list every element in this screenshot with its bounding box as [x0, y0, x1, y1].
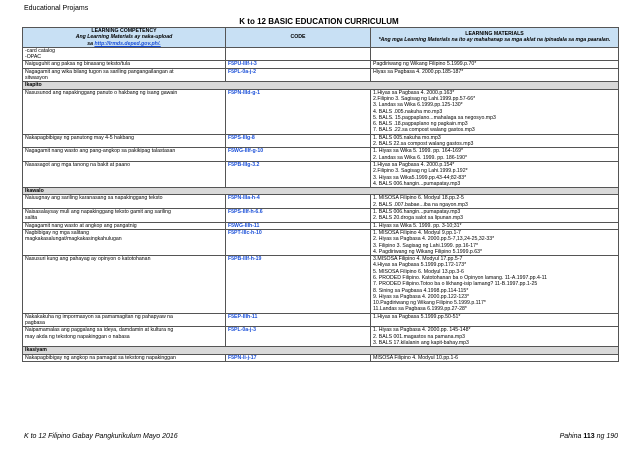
material-line: 1.Hiyas sa Pagbasa 4. 2000.p.163* — [373, 89, 455, 96]
code-cell: F5PT-IIIc-h-10 — [226, 229, 371, 255]
table-row — [23, 327, 619, 347]
material-line: 8. Sining sa Pagbasa 4.1998.pp.114-115* — [373, 287, 469, 294]
curriculum-table — [22, 27, 619, 362]
section-row — [23, 188, 619, 195]
code-cell: F5PU-IIIf-i-3 — [226, 61, 371, 68]
code-cell: F5PS-IIIf-h-6.6 — [226, 209, 371, 223]
materials-cell — [371, 161, 619, 187]
materials-header-note: *Ang mga Learning Materials na ito ay mahahanap sa mga aklat na ipinadala sa mga paaralan. — [378, 37, 611, 44]
competency-header-title: LEARNING COMPETENCY — [91, 28, 157, 34]
table-row — [23, 222, 619, 229]
competency-header-note: Ang Learning Materials ay naka-upload — [75, 34, 173, 41]
code-cell: F5PB-IIIf-h-19 — [226, 256, 371, 314]
competency-cell — [23, 313, 226, 327]
materials-cell — [371, 354, 619, 361]
table-row — [23, 161, 619, 187]
material-line — [373, 48, 616, 54]
competency-line: Naipamamalas ang paggalang sa ideya, damdamin at kultura ng — [25, 327, 174, 334]
material-line: 2. Hiyas sa Pagbasa 4. 2000.pp.5-7,13,24-25,32-33* — [373, 236, 495, 243]
competency-line: Nakapagbibigay ng angkop na pamagat sa tekstong napakinggan — [25, 354, 176, 361]
material-line: MISOSA Filipino 4. Modyul 10.pp.1-6 — [373, 354, 459, 361]
lrmds-link[interactable]: http://lrmds.deped.gov.ph/. — [94, 40, 161, 47]
code-cell — [226, 47, 371, 61]
materials-cell — [371, 148, 619, 162]
competency-cell — [23, 256, 226, 314]
material-line: 2.Filipino 3. Sagisag ng Lahi.1999.pp.57-66* — [373, 95, 476, 102]
code-cell: F5WG-IIIh-11 — [226, 222, 371, 229]
material-line: 4. BALS 006.hangin...pumapatay.mp3 — [373, 180, 461, 187]
materials-cell — [371, 256, 619, 314]
code-cell: F5PB-IIIg-3.2 — [226, 161, 371, 187]
materials-cell — [371, 327, 619, 347]
material-line: 2.Filipino 3. Sagisag ng Lahi.1999.p.192* — [373, 168, 468, 175]
material-line: 7. BALS .22.sa compost walang gastos.mp3 — [373, 127, 475, 134]
materials-cell — [371, 195, 619, 209]
section-row — [23, 82, 619, 89]
table-row — [23, 195, 619, 209]
table-row — [23, 134, 619, 148]
material-line: 2. Landas sa Wika 6. 1999. pp. 186-190* — [373, 154, 468, 161]
material-line: 3.MISOSA Filipino 4. Modyul 17.pp.5-7 — [373, 256, 463, 263]
competency-cell — [23, 68, 226, 82]
competency-line: Naiuugnay ang sariling karanasang sa napakinggang teksto — [25, 195, 163, 202]
competency-line: Nagagamit nang wasto at angkop ang pangatnig — [25, 222, 137, 229]
material-line: 6. BALS .18.pagpaplano ng pagkain.mp3 — [373, 121, 468, 128]
competency-cell — [23, 195, 226, 209]
code-cell: F5WG-IIIf-g-10 — [226, 148, 371, 162]
table-row — [23, 68, 619, 82]
material-line: Hiyas sa Pagbasa 4. 2000.pp.185-187* — [373, 68, 464, 75]
material-line: 5. BALS. 15.pagpaplano...mahalaga sa negosyo.mp3 — [373, 114, 496, 121]
competency-line: Naiguguhit ang paksa ng binasang teksto/tula — [25, 61, 130, 68]
table-row — [23, 47, 619, 61]
table-row — [23, 354, 619, 361]
materials-cell — [371, 47, 619, 61]
code-cell: F5PS-IIIg-8 — [226, 134, 371, 148]
table-row — [23, 61, 619, 68]
competency-cell — [23, 327, 226, 347]
footer-document-name: K to 12 Filipino Gabay Pangkurikulum Mayo 2016 — [24, 433, 178, 440]
materials-cell — [371, 134, 619, 148]
material-line: 1. Hiyas sa Wika 5. 1999. pp. 164-169* — [373, 148, 463, 155]
code-cell: F5EP-IIIh-11 — [226, 313, 371, 327]
material-line: 1. MISOSA Filipino 4. Modyul 9.pp.1-7 — [373, 229, 461, 236]
table-body — [23, 47, 619, 361]
material-line: 1. BALS 006.hangin...pumapatay.mp3 — [373, 209, 461, 216]
table-row — [23, 148, 619, 162]
material-line: 1.Hiyas sa Pagbasa 4. 2000.p.154* — [373, 161, 455, 168]
competency-line: Nagagamit nang wasto ang pang-angkop sa pakikipag talastasan — [25, 148, 176, 155]
material-line: 3. Landas sa Wika 6.1999.pp.125-130* — [373, 102, 463, 109]
page-header: Educational Projams — [24, 5, 89, 12]
competency-line: pagbasa — [25, 320, 45, 327]
material-line: 4.Hiyas sa Pagbasa 5.1999.pp.172-173* — [373, 262, 467, 269]
materials-cell — [371, 313, 619, 327]
material-line: 1. BALS 005.nakuha mo.mp3 — [373, 134, 441, 141]
competency-column-header — [23, 28, 226, 48]
section-label: Ikasiyam — [23, 347, 619, 354]
competency-line: salita — [25, 215, 38, 222]
code-cell: F5PN-Ii-j-17 — [226, 354, 371, 361]
material-line: 2. BALS 22.sa compost walang gastos.mp3 — [373, 141, 474, 148]
section-row — [23, 347, 619, 354]
material-line: 9. Hiyas sa Pagbasa 4. 2000.pp.122-123* — [373, 293, 470, 300]
footer-page-number: Pahina 113 ng 190 — [559, 433, 618, 440]
competency-cell — [23, 209, 226, 223]
table-row — [23, 256, 619, 314]
material-line: 1. Hiyas sa Pagbasa 4. 2000.pp. 145-148* — [373, 327, 471, 334]
section-label: Ikawalo — [23, 188, 619, 195]
material-line: 4. Pagdiriwang ng Wikang Filipino 5.1999.p.63* — [373, 248, 483, 255]
competency-line: -OPAC — [25, 54, 42, 61]
code-cell: F5PL-0a-j-3 — [226, 327, 371, 347]
competency-line: -card catalog — [25, 47, 55, 54]
material-line: 2. BALS 20.droga salot sa lipunan.mp3 — [373, 215, 463, 222]
materials-cell — [371, 89, 619, 134]
table-row — [23, 313, 619, 327]
materials-cell — [371, 222, 619, 229]
materials-column-header — [371, 28, 619, 48]
material-line: 1.Hiyas sa Pagbasa 5.1999.pp.50-51* — [373, 313, 461, 320]
competency-cell — [23, 148, 226, 162]
document-title: K to 12 BASIC EDUCATION CURRICULUM — [239, 17, 399, 26]
competency-cell — [23, 47, 226, 61]
competency-cell — [23, 229, 226, 255]
material-line: 11.Landas sa Pagbasa 6.1999.pp.27-28* — [373, 306, 467, 313]
material-line: 3. BALS 17.kilalanin ang kapit-bahay.mp3 — [373, 339, 469, 346]
code-column-header: CODE — [226, 28, 371, 48]
competency-cell — [23, 61, 226, 68]
code-cell: F5PN-IIId-g-1 — [226, 89, 371, 134]
competency-cell — [23, 354, 226, 361]
competency-cell — [23, 89, 226, 134]
competency-line: Nagbibigay ng mga salitang — [25, 229, 90, 236]
materials-cell — [371, 61, 619, 68]
table-row — [23, 89, 619, 134]
material-line: 4. BALS .005.nakuha mo.mp3 — [373, 108, 443, 115]
table-row — [23, 229, 619, 255]
competency-line: may akda ng tekstong napakinggan o nabasa — [25, 333, 130, 340]
competency-line: Nakakakuha ng impormasyon sa pamamagitan ng pahapyaw na — [25, 313, 173, 320]
material-line: 2. BALS .007.babae...iba na ngayon.mp3 — [373, 201, 468, 208]
material-line: 10.Pagdiriwang ng Wikang Filipino 5.1999.p.117* — [373, 300, 486, 307]
code-cell: F5PL-0a-j-2 — [226, 68, 371, 82]
materials-cell — [371, 68, 619, 82]
materials-cell — [371, 229, 619, 255]
competency-line: Nasusuri kung ang pahayag ay opinyon o katotohanan — [25, 256, 151, 263]
material-line: 3. Filipino 3. Sagisag ng Lahi.1999. pp.16-17* — [373, 242, 478, 249]
competency-line: sitwasyon — [25, 75, 48, 82]
materials-cell — [371, 209, 619, 223]
competency-cell — [23, 161, 226, 187]
competency-header-link-line: sa http://lrmds.deped.gov.ph/. — [87, 40, 161, 47]
competency-line: magkakasalungat/magkakasingkahulugan — [25, 236, 122, 243]
material-line: 6. PRODED Filipino. Katotohanan ba o Opinyon lamang. 11-A.1997.pp.4-11 — [373, 274, 547, 281]
competency-line: Nagagamit ang wika bilang tugon sa sariling pangangailangan at — [25, 68, 174, 75]
table-row — [23, 209, 619, 223]
competency-cell — [23, 134, 226, 148]
competency-cell — [23, 222, 226, 229]
table-header-row — [23, 28, 619, 48]
material-line: 2. BALS 001.magastos na pamana.mp3 — [373, 333, 465, 340]
competency-line: Naisasalaysay muli ang napakinggang teksto gamit ang sariling — [25, 209, 171, 216]
competency-line: Nakapagbibigay ng panutong may 4-5 hakbang — [25, 134, 135, 141]
material-line: Pagdiriwang ng Wikang Filipino 5.1999.p.70* — [373, 61, 477, 68]
material-line: 5. MISOSA Filipino 6. Modyul 13.pp.3-6 — [373, 268, 464, 275]
material-line: 1. Hiyas sa Wika 5. 1999. pp. 3-10;31* — [373, 222, 462, 229]
competency-line: Nasasagot ang mga tanong na bakit at paano — [25, 161, 130, 168]
material-line: 1. MISOSA Filipino 6. Modyul 18.pp.2-5 — [373, 195, 464, 202]
material-line: 7. PRODED Filipino.Totoo ba o likhang-isip lamang? 11-B.1997.pp.1-25 — [373, 281, 538, 288]
code-cell: F5PN-IIIa-h-4 — [226, 195, 371, 209]
material-line: 3. Hiyas sa Wika5.1999.pp.43-44;82-83* — [373, 174, 467, 181]
section-label: Ikapito — [23, 82, 619, 89]
competency-line: Nasusunod ang napakinggang panuto o hakbang ng isang gawain — [25, 89, 178, 96]
materials-header-title: LEARNING MATERIALS — [465, 31, 524, 38]
